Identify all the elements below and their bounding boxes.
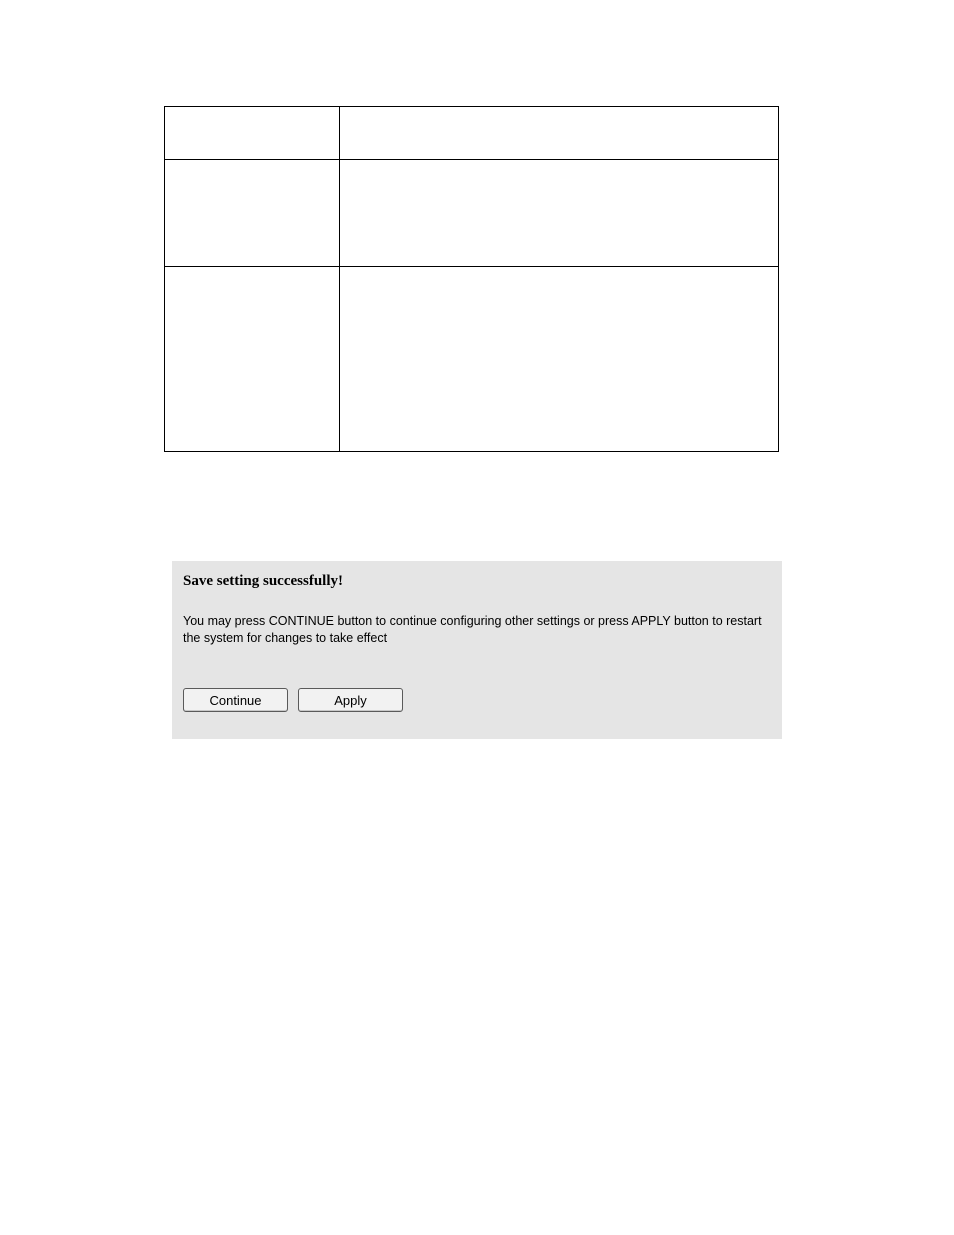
panel-message: You may press CONTINUE button to continue configuring other settings or press APPLY button to restart the system for changes to take effect — [183, 614, 762, 645]
description-table — [164, 106, 779, 452]
table-row — [165, 107, 779, 160]
panel-title: Save setting successfully! — [183, 573, 343, 589]
table-row — [165, 160, 779, 267]
table-cell-description — [340, 160, 779, 267]
table-row — [165, 267, 779, 452]
apply-button[interactable]: Apply — [298, 688, 403, 712]
table-cell-description — [340, 267, 779, 452]
save-success-panel — [172, 561, 782, 739]
table-cell-description — [340, 107, 779, 160]
table-cell-label — [165, 267, 340, 452]
table-cell-label — [165, 160, 340, 267]
continue-button[interactable]: Continue — [183, 688, 288, 712]
table-cell-label — [165, 107, 340, 160]
